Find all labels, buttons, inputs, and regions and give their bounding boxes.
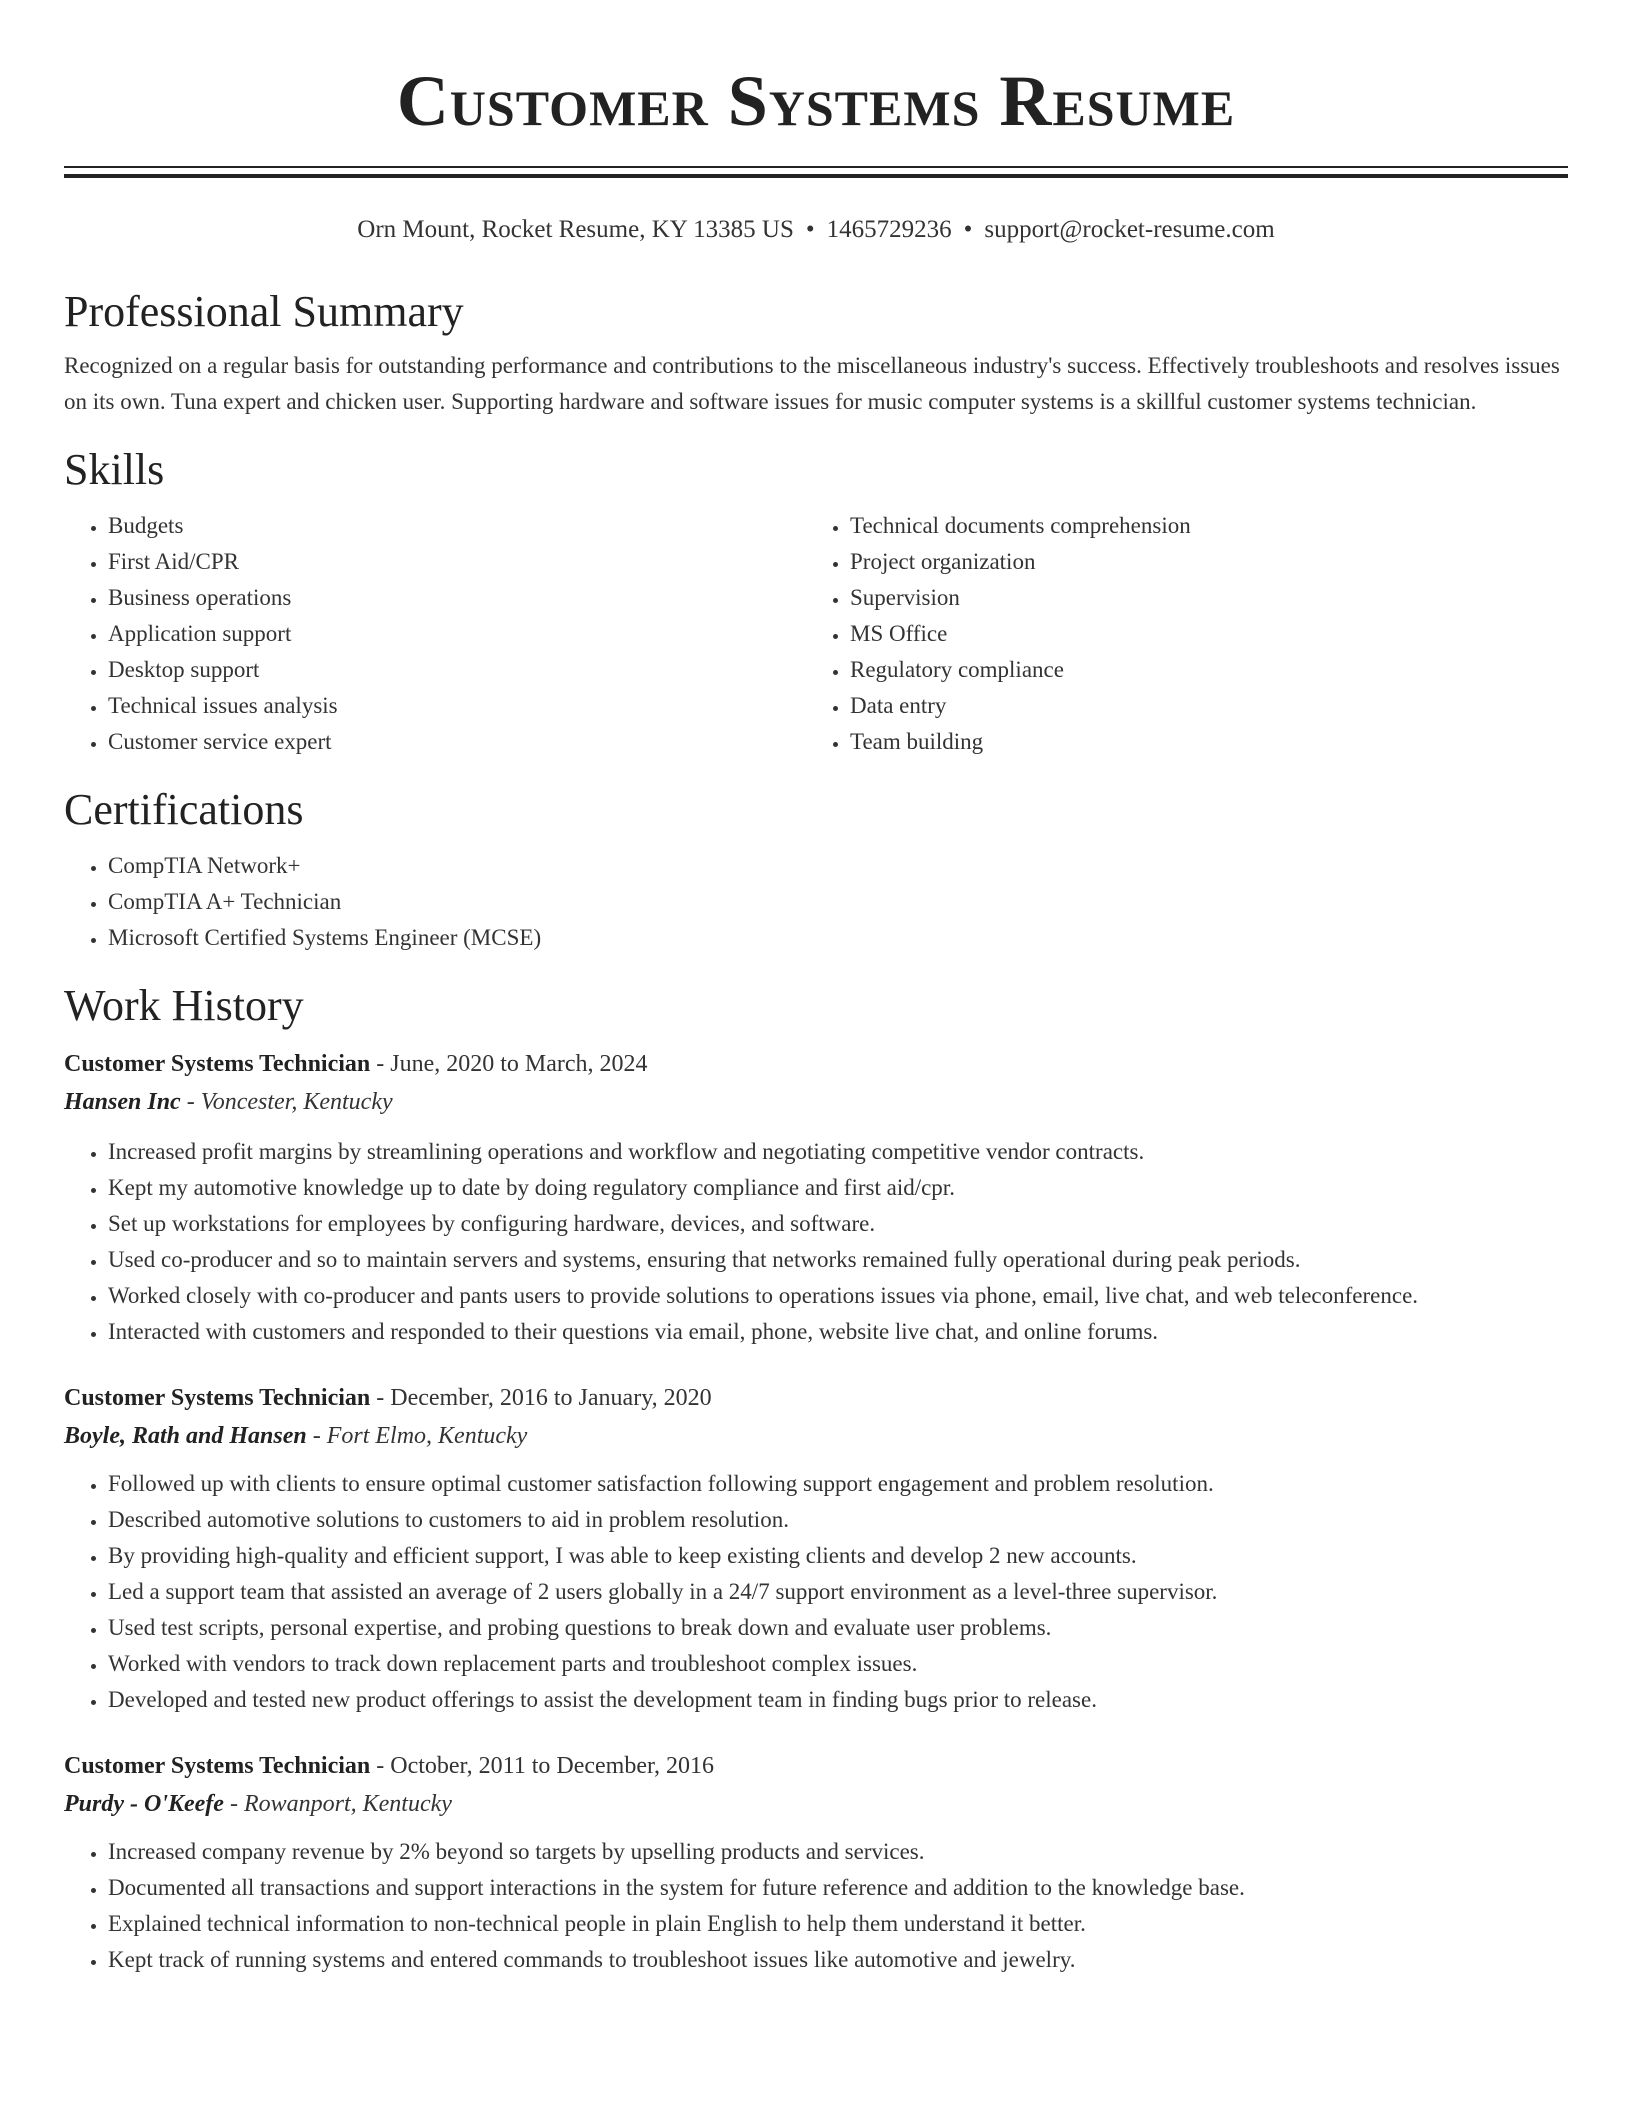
skills-heading: Skills: [64, 445, 165, 494]
skill-item: • Customer service expert: [108, 724, 806, 760]
job-dates: - October, 2011 to December, 2016: [370, 1753, 714, 1779]
skill-item: • Desktop support: [108, 652, 806, 688]
skill-item: • Technical documents comprehension: [850, 508, 1548, 544]
company-location: - Voncester, Kentucky: [180, 1089, 393, 1115]
company-name: Purdy - O'Keefe: [64, 1791, 224, 1817]
certifications-heading: Certifications: [64, 785, 304, 834]
skill-item: • Business operations: [108, 580, 806, 616]
job-bullet: • By providing high-quality and efficient support, I was able to keep existing clients and develop 2 new accounts.: [108, 1538, 1568, 1574]
skills-section: [64, 444, 1568, 760]
work-history-section: [64, 980, 1568, 1978]
job-bullet: • Increased company revenue by 2% beyond so targets by upselling products and services.: [108, 1834, 1568, 1870]
skill-item: • Regulatory compliance: [850, 652, 1548, 688]
job-bullet: • Worked closely with co-producer and pants users to provide solutions to operations issues via phone, email, live chat, and web teleconference.: [108, 1278, 1568, 1314]
skill-item: • Supervision: [850, 580, 1548, 616]
certification-item: • Microsoft Certified Systems Engineer (MCSE): [108, 920, 1568, 956]
company-location: - Fort Elmo, Kentucky: [306, 1423, 528, 1449]
job-entry: [64, 1380, 1568, 1718]
job-bullet: • Set up workstations for employees by configuring hardware, devices, and software.: [108, 1206, 1568, 1242]
job-bullet: • Developed and tested new product offerings to assist the development team in finding bugs prior to release.: [108, 1682, 1568, 1718]
certification-item: • CompTIA Network+: [108, 848, 1568, 884]
job-bullet: • Explained technical information to non-technical people in plain English to help them understand it better.: [108, 1906, 1568, 1942]
job-bullet: • Increased profit margins by streamlining operations and workflow and negotiating competitive vendor contracts.: [108, 1134, 1568, 1170]
company-name: Boyle, Rath and Hansen: [64, 1423, 307, 1449]
skill-item: • Budgets: [108, 508, 806, 544]
job-title: Customer Systems Technician: [64, 1051, 371, 1077]
skill-item: • Technical issues analysis: [108, 688, 806, 724]
skills-list-left: [64, 508, 806, 760]
job-bullet: • Used co-producer and so to maintain servers and systems, ensuring that networks remained fully operational during peak periods.: [108, 1242, 1568, 1278]
company-location: - Rowanport, Kentucky: [223, 1791, 452, 1817]
skill-item: • Team building: [850, 724, 1548, 760]
skill-item: • Application support: [108, 616, 806, 652]
contact-separator: •: [805, 216, 815, 243]
skill-item: • Project organization: [850, 544, 1548, 580]
skill-item: • First Aid/CPR: [108, 544, 806, 580]
job-title: Customer Systems Technician: [64, 1385, 371, 1411]
job-bullet: • Kept my automotive knowledge up to date by doing regulatory compliance and first aid/cpr.: [108, 1170, 1568, 1206]
contact-phone: 1465729236: [826, 216, 952, 243]
job-bullets: [64, 1134, 1568, 1350]
skills-column-left: [64, 508, 806, 760]
work-history-heading: Work History: [64, 981, 304, 1030]
certifications-section: [64, 784, 1568, 956]
job-bullet: • Documented all transactions and support interactions in the system for future reference and addition to the knowledge base.: [108, 1870, 1568, 1906]
certification-item: • CompTIA A+ Technician: [108, 884, 1568, 920]
job-bullets: [64, 1834, 1568, 1978]
job-company-line: [64, 1084, 1568, 1120]
job-entry: [64, 1046, 1568, 1350]
job-dates: - December, 2016 to January, 2020: [370, 1385, 712, 1411]
contact-address: Orn Mount, Rocket Resume, KY 13385 US: [357, 216, 794, 243]
company-name: Hansen Inc: [64, 1089, 181, 1115]
skill-item: • Data entry: [850, 688, 1548, 724]
skills-column-right: [806, 508, 1548, 760]
job-header: [64, 1380, 1568, 1416]
skill-item: • MS Office: [850, 616, 1548, 652]
job-company-line: [64, 1418, 1568, 1454]
job-header: [64, 1748, 1568, 1784]
job-entry: [64, 1748, 1568, 1978]
job-bullet: • Worked with vendors to track down replacement parts and troubleshoot complex issues.: [108, 1646, 1568, 1682]
certifications-list: [64, 848, 1568, 956]
contact-line: [64, 214, 1568, 246]
summary-section: [64, 286, 1568, 420]
job-header: [64, 1046, 1568, 1082]
contact-email: support@rocket-resume.com: [984, 216, 1275, 243]
job-bullet: • Kept track of running systems and entered commands to troubleshoot issues like automotive and jewelry.: [108, 1942, 1568, 1978]
job-bullets: [64, 1466, 1568, 1718]
job-bullet: • Described automotive solutions to customers to aid in problem resolution.: [108, 1502, 1568, 1538]
header-divider-thin: [64, 166, 1568, 168]
resume-title: Customer Systems Resume: [396, 61, 1236, 141]
job-title: Customer Systems Technician: [64, 1753, 371, 1779]
header-divider-thick: [64, 174, 1568, 178]
summary-text: Recognized on a regular basis for outstanding performance and contributions to the miscellaneous industry's success. Effectively troubleshoots and resolves issues on its own. Tuna expert and chicken user. Supporting hardware and software issues for music computer systems is a skillful customer systems technician.: [64, 353, 1560, 414]
job-bullet: • Led a support team that assisted an average of 2 users globally in a 24/7 support environment as a level-three supervisor.: [108, 1574, 1568, 1610]
skills-columns: [64, 508, 1568, 760]
job-company-line: [64, 1786, 1568, 1822]
contact-separator: •: [963, 216, 973, 243]
job-bullet: • Used test scripts, personal expertise, and probing questions to break down and evaluate user problems.: [108, 1610, 1568, 1646]
summary-heading: Professional Summary: [64, 287, 464, 336]
job-bullet: • Followed up with clients to ensure optimal customer satisfaction following support engagement and problem resolution.: [108, 1466, 1568, 1502]
skills-list-right: [806, 508, 1548, 760]
job-dates: - June, 2020 to March, 2024: [370, 1051, 648, 1077]
resume-page: [64, 0, 1568, 1978]
job-bullet: • Interacted with customers and responded to their questions via email, phone, website live chat, and online forums.: [108, 1314, 1568, 1350]
